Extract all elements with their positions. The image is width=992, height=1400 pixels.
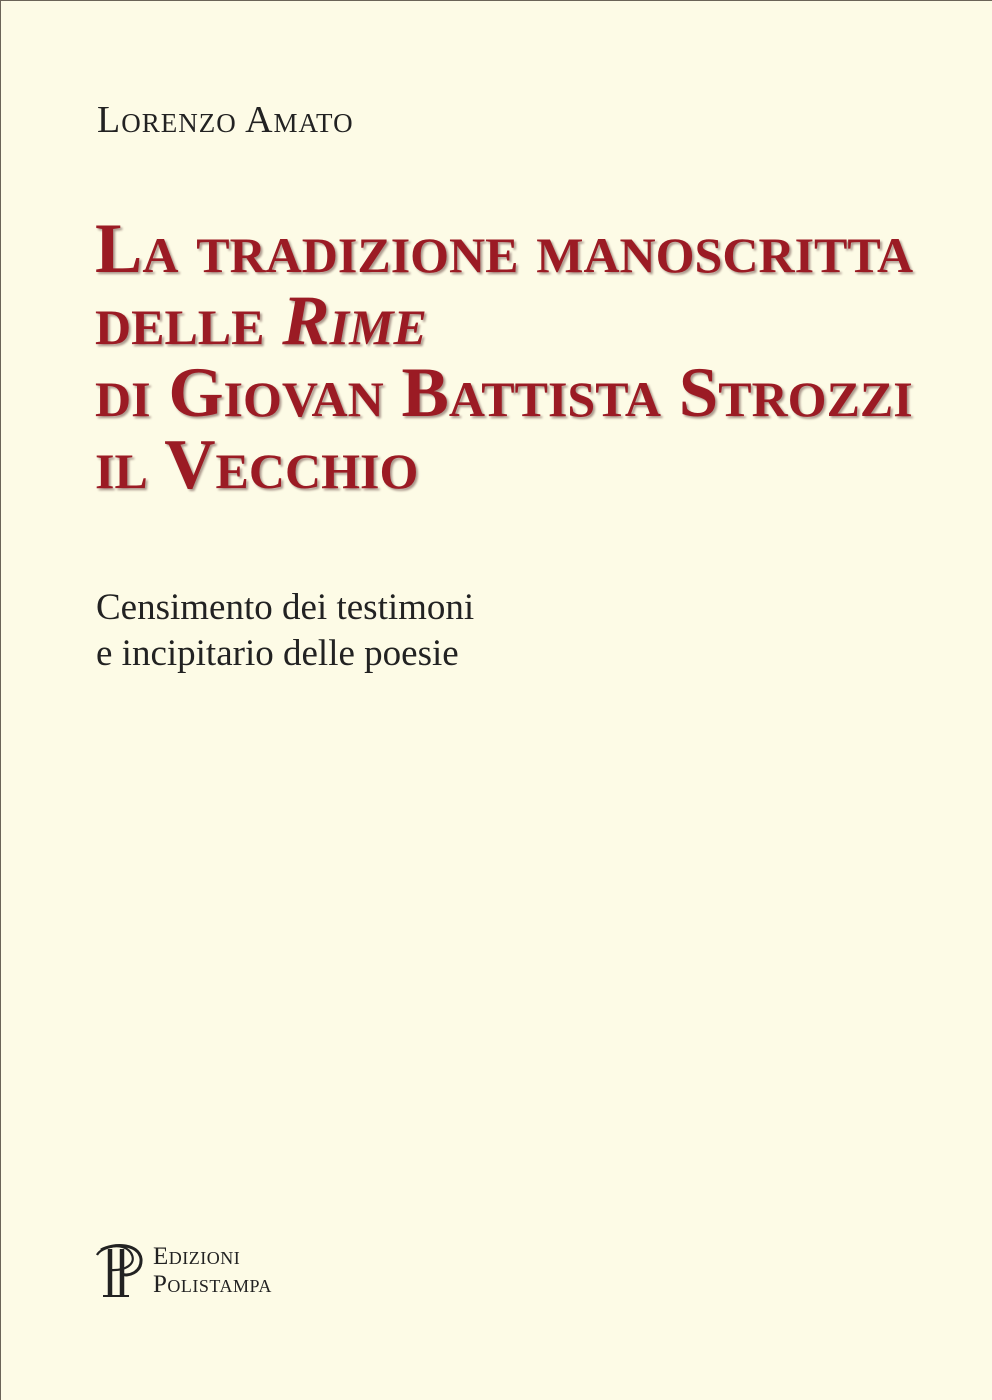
- author-name: Lorenzo Amato: [97, 99, 354, 141]
- title-rime-italic: Rime: [282, 282, 427, 360]
- subtitle-line-2: e incipitario delle poesie: [96, 633, 459, 674]
- subtitle-line-1: Censimento dei testimoni: [96, 587, 475, 628]
- title-line-2: [95, 282, 913, 360]
- polistampa-pp-logo-icon: [93, 1241, 149, 1301]
- publisher-block: [93, 1239, 272, 1303]
- title-line-2-prefix: delle: [95, 282, 283, 360]
- book-subtitle: [96, 585, 474, 677]
- publisher-line-1: Edizioni: [153, 1243, 241, 1270]
- title-line-4: il Vecchio: [95, 426, 419, 504]
- publisher-line-2: Polistampa: [153, 1271, 272, 1298]
- publisher-name: [153, 1243, 272, 1299]
- title-line-1: La tradizione manoscritta: [95, 210, 914, 288]
- title-line-3: di Giovan Battista Strozzi: [95, 354, 913, 432]
- book-title: [95, 210, 914, 504]
